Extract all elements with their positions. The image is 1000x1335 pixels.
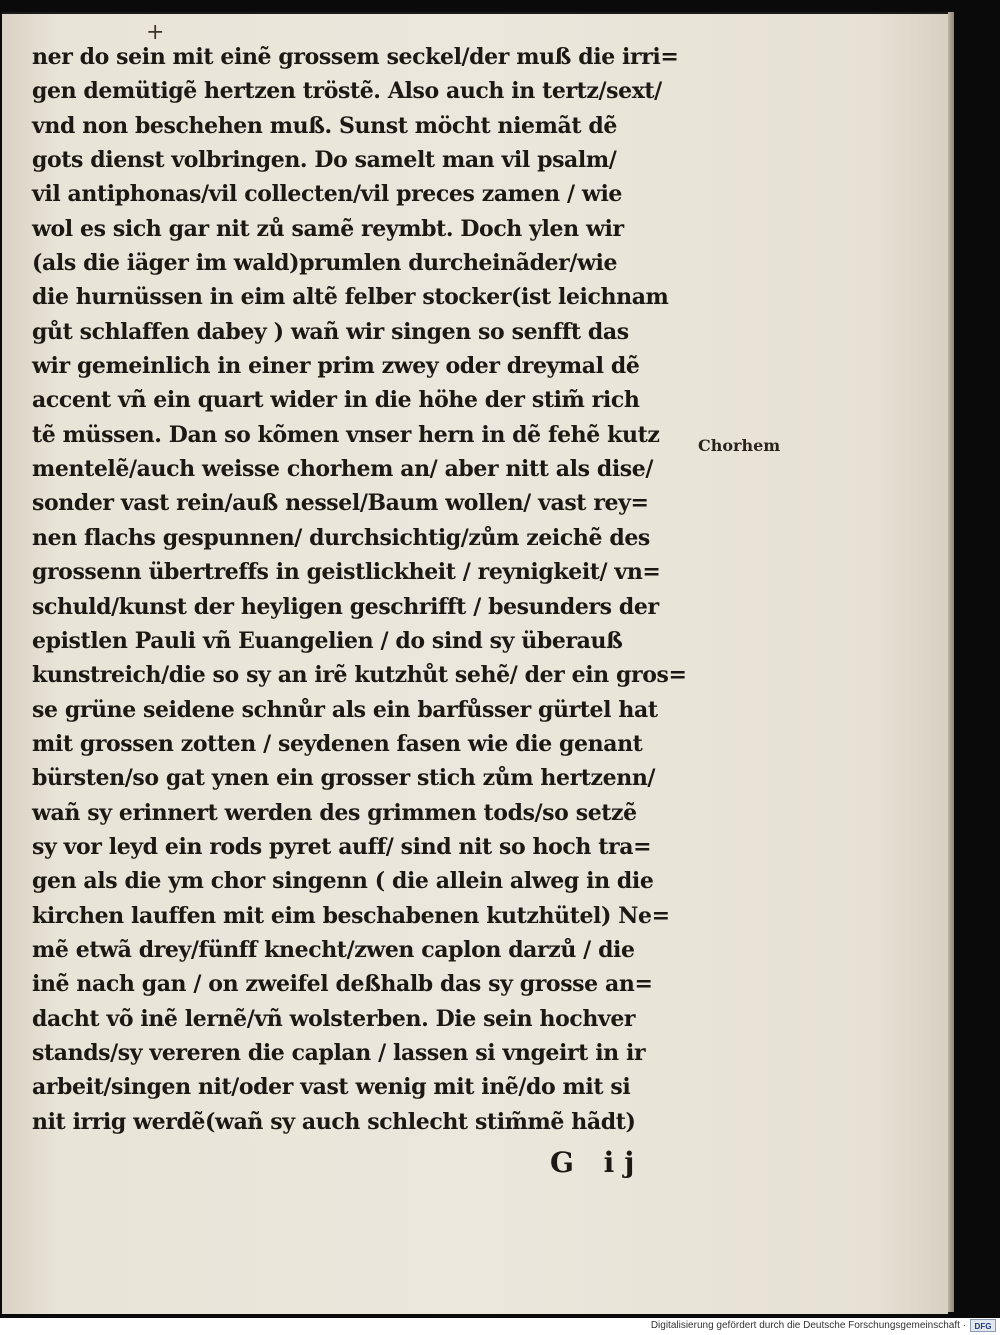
- text-line: wañ sy erinnert werden des grimmen tods/so setzẽ: [32, 799, 637, 826]
- text-line: inẽ nach gan / on zweifel deßhalb das sy grosse an=: [32, 971, 653, 998]
- text-line: accent vñ ein quart wider in die höhe der stim̃ rich: [32, 387, 640, 414]
- text-line: kunstreich/die so sy an irẽ kutzhůt sehẽ/ der ein gros=: [32, 662, 687, 689]
- text-line: wir gemeinlich in einer prim zwey oder dreymal dẽ: [32, 353, 640, 380]
- text-line: nen flachs gespunnen/ durchsichtig/zům zeichẽ des: [32, 524, 650, 551]
- text-line: wol es sich gar nit zů samẽ reymbt. Doch ylen wir: [32, 215, 624, 242]
- text-line: ner do sein mit einẽ grossem seckel/der muß die irri=: [32, 44, 679, 70]
- text-line: schuld/kunst der heyligen geschrifft / besunders der: [32, 593, 659, 620]
- text-line: die hurnüssen in eim altẽ felber stocker(ist leichnam: [32, 284, 669, 311]
- text-line: mẽ etwã drey/fünff knecht/zwen caplon darzů / die: [32, 936, 635, 963]
- text-line: tẽ müssen. Dan so kõmen vnser hern in dẽ fehẽ kutz: [32, 421, 660, 448]
- text-line: grossenn übertreffs in geistlickheit / reynigkeit/ vn=: [32, 559, 661, 586]
- footer-credit: Digitalisierung gefördert durch die Deutsche Forschungsgemeinschaft ·: [650, 1320, 966, 1331]
- text-line: gen als die ym chor singenn ( die allein alweg in die: [32, 868, 654, 895]
- text-line: dacht võ inẽ lernẽ/vñ wolsterben. Die sein hochver: [32, 1005, 636, 1032]
- text-line: arbeit/singen nit/oder vast wenig mit inẽ/do mit si: [32, 1074, 631, 1101]
- text-line: stands/sy vereren die caplan / lassen si vngeirt in ir: [32, 1039, 646, 1066]
- text-line: sonder vast rein/auß nessel/Baum wollen/ vast rey=: [32, 490, 649, 517]
- signature-mark: G ij: [550, 1146, 645, 1179]
- text-line: bürsten/so gat ynen ein grosser stich zům hertzenn/: [32, 765, 656, 792]
- text-line: gen demütigẽ hertzen tröstẽ. Also auch in tertz/sext/: [32, 78, 662, 105]
- marginal-note: Chorhem: [698, 436, 781, 455]
- text-line: gots dienst volbringen. Do samelt man vil psalm/: [32, 147, 617, 174]
- text-line: sy vor leyd ein rods pyret auff/ sind nit so hoch tra=: [32, 833, 652, 860]
- text-line: nit irrig werdẽ(wañ sy auch schlecht stim̃mẽ hãdt): [32, 1108, 636, 1135]
- top-mark: +: [146, 20, 165, 45]
- text-line: kirchen lauffen mit eim beschabenen kutzhütel) Ne=: [32, 902, 670, 929]
- footer-bar: [0, 1318, 1000, 1335]
- main-text-block: [32, 40, 692, 1139]
- text-line: epistlen Pauli vñ Euangelien / do sind sy überauß: [32, 627, 623, 654]
- text-line: gůt schlaffen dabey ) wañ wir singen so senfft das: [32, 318, 629, 345]
- text-line: vnd non beschehen muß. Sunst möcht niemãt dẽ: [32, 112, 617, 139]
- text-line: se grüne seidene schnůr als ein barfůsser gürtel hat: [32, 696, 658, 723]
- dfg-logo: DFG: [970, 1319, 996, 1332]
- text-line: mentelẽ/auch weisse chorhem an/ aber nitt als dise/: [32, 456, 654, 483]
- text-line: vil antiphonas/vil collecten/vil preces zamen / wie: [32, 181, 623, 208]
- text-line: (als die iäger im wald)prumlen durcheinãder/wie: [32, 250, 618, 277]
- text-line: mit grossen zotten / seydenen fasen wie die genant: [32, 730, 643, 757]
- page-edge: [948, 12, 954, 1312]
